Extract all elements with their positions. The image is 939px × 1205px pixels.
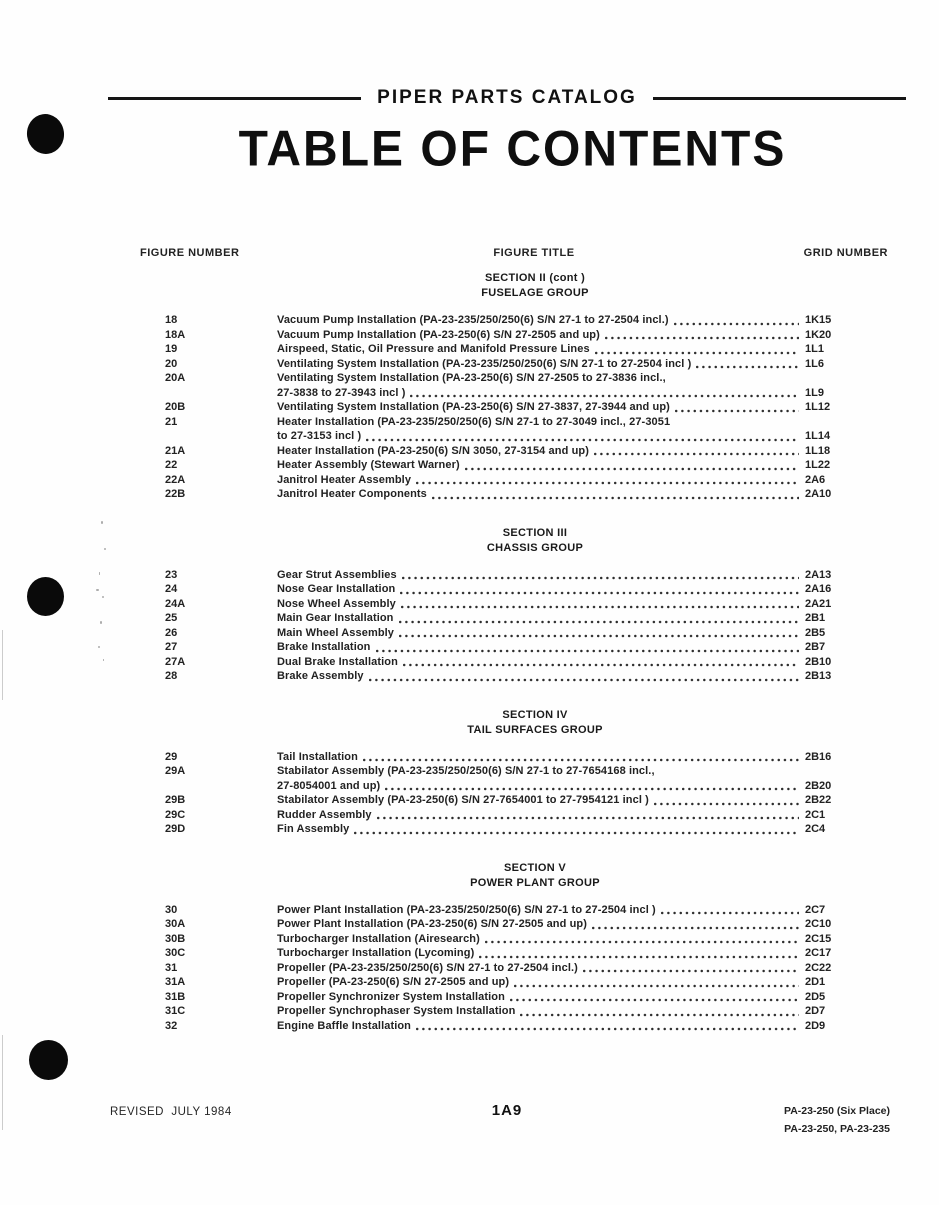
toc-figure-title: Stabilator Assembly (PA-23-250(6) S/N 27-7654001 to 27-7954121 incl ) bbox=[277, 794, 649, 806]
toc-row bbox=[140, 415, 890, 430]
toc-row bbox=[140, 386, 890, 401]
toc-grid-number: 2C22 bbox=[805, 961, 832, 974]
dot-leader bbox=[696, 365, 799, 369]
footer-model-numbers bbox=[784, 1102, 890, 1138]
toc-figure-title: Heater Assembly (Stewart Warner) bbox=[277, 459, 460, 471]
toc-figure-number: 31B bbox=[165, 990, 186, 1003]
dot-leader bbox=[465, 467, 799, 471]
toc-grid-number: 1L22 bbox=[805, 459, 831, 471]
toc-figure-title: Heater Installation (PA-23-250(6) S/N 3050, 27-3154 and up) bbox=[277, 444, 589, 457]
scan-speck bbox=[102, 596, 104, 598]
toc-figure-number: 29C bbox=[165, 808, 186, 821]
toc-figure-title: 27-8054001 and up) bbox=[277, 779, 381, 792]
toc-title-cell bbox=[277, 764, 805, 779]
dot-leader bbox=[594, 452, 799, 456]
toc-title-cell bbox=[277, 342, 805, 357]
toc-title-cell bbox=[277, 903, 805, 918]
toc-title-cell bbox=[277, 328, 805, 343]
toc-row bbox=[140, 961, 890, 976]
toc-figure-number bbox=[140, 386, 277, 401]
toc-figure-title: Turbocharger Installation (Airesearch) bbox=[277, 932, 480, 945]
group-label: TAIL SURFACES GROUP bbox=[467, 723, 603, 736]
toc-title-cell bbox=[277, 793, 805, 808]
masthead bbox=[108, 87, 906, 109]
dot-leader bbox=[401, 605, 799, 609]
toc-figure-number: 22 bbox=[165, 459, 178, 471]
dot-leader bbox=[432, 496, 799, 500]
toc-figure-number: 31C bbox=[165, 1005, 186, 1017]
dot-leader bbox=[369, 678, 799, 682]
toc-row bbox=[140, 669, 890, 684]
dot-leader bbox=[514, 984, 799, 988]
toc-row bbox=[140, 750, 890, 765]
toc-figure-title: Heater Installation (PA-23-235/250/250(6) S/N 27-1 to 27-3049 incl., 27-3051 bbox=[277, 415, 671, 428]
toc-title-cell bbox=[277, 597, 805, 612]
toc-grid-number: 2A10 bbox=[805, 488, 832, 500]
scan-edge-line bbox=[2, 630, 3, 700]
toc-figure-title: Nose Wheel Assembly bbox=[277, 597, 396, 610]
toc-grid-number: 1L9 bbox=[805, 386, 824, 399]
toc-title-cell bbox=[277, 313, 805, 328]
toc-row bbox=[140, 764, 890, 779]
toc-figure-number: 23 bbox=[165, 568, 178, 581]
dot-leader bbox=[510, 998, 799, 1002]
toc-figure-number: 29D bbox=[165, 823, 186, 835]
toc-figure-number: 29A bbox=[165, 765, 186, 777]
toc-row bbox=[140, 990, 890, 1005]
toc-figure-title: Propeller (PA-23-235/250/250(6) S/N 27-1 to 27-2504 incl.) bbox=[277, 961, 578, 974]
dot-leader bbox=[376, 649, 800, 653]
dot-leader bbox=[654, 802, 799, 806]
toc-figure-number: 24 bbox=[165, 583, 178, 595]
toc-figure-title: Turbocharger Installation (Lycoming) bbox=[277, 947, 475, 959]
toc-section bbox=[140, 271, 890, 502]
toc-title-cell bbox=[277, 750, 805, 765]
toc-title-cell bbox=[277, 626, 805, 641]
toc-row bbox=[140, 808, 890, 823]
toc-figure-number: 19 bbox=[165, 343, 178, 355]
toc-figure-title: Vacuum Pump Installation (PA-23-235/250/250(6) S/N 27-1 to 27-2504 incl.) bbox=[277, 314, 669, 326]
dot-leader bbox=[605, 336, 799, 340]
toc-figure-title: Power Plant Installation (PA-23-250(6) S/N 27-2505 and up) bbox=[277, 918, 588, 930]
toc-grid-number: 1L1 bbox=[805, 343, 824, 355]
toc-title-cell bbox=[277, 400, 805, 415]
binder-hole-middle bbox=[27, 577, 64, 616]
toc-figure-number: 31 bbox=[165, 961, 178, 974]
footer-model-line2: PA-23-250, PA-23-235 bbox=[784, 1123, 890, 1135]
toc-figure-number: 27 bbox=[165, 641, 178, 653]
scan-speck bbox=[103, 659, 104, 661]
toc-title-cell bbox=[277, 917, 805, 932]
toc-grid-number: 1L18 bbox=[805, 444, 831, 457]
toc-figure-title: Engine Baffle Installation bbox=[277, 1019, 412, 1032]
toc-figure-title: Ventilating System Installation (PA-23-250(6) S/N 27-3837, 27-3944 and up) bbox=[277, 401, 670, 413]
toc-section bbox=[140, 708, 890, 837]
footer-model-line1: PA-23-250 (Six Place) bbox=[783, 1105, 890, 1117]
toc-row bbox=[140, 328, 890, 343]
toc-figure-number: 18 bbox=[165, 314, 178, 326]
toc-figure-number: 20 bbox=[165, 357, 178, 370]
scan-speck bbox=[104, 548, 106, 550]
toc-grid-number: 2C10 bbox=[805, 918, 832, 930]
toc-title-cell bbox=[277, 487, 805, 502]
dot-leader bbox=[416, 1027, 799, 1031]
dot-leader bbox=[592, 926, 799, 930]
toc-row bbox=[140, 568, 890, 583]
toc bbox=[140, 271, 890, 1033]
section-rows bbox=[140, 313, 890, 502]
toc-title-cell bbox=[277, 429, 805, 444]
toc-title-cell bbox=[277, 357, 805, 372]
toc-figure-title: Dual Brake Installation bbox=[277, 655, 398, 668]
toc-figure-title: to 27-3153 incl ) bbox=[277, 430, 362, 442]
scan-speck bbox=[99, 572, 100, 575]
toc-row bbox=[140, 932, 890, 947]
masthead-rule-right bbox=[653, 97, 906, 100]
toc-figure-number: 20B bbox=[165, 401, 186, 413]
toc-figure-title: Brake Installation bbox=[277, 641, 371, 653]
toc-row bbox=[140, 611, 890, 626]
toc-grid-number: 2A6 bbox=[805, 473, 826, 486]
toc-title-cell bbox=[277, 458, 805, 473]
toc-figure-number: 29 bbox=[165, 750, 178, 763]
toc-row bbox=[140, 1019, 890, 1034]
toc-figure-number: 20A bbox=[165, 372, 186, 384]
column-header-figure-number: FIGURE NUMBER bbox=[140, 247, 240, 259]
toc-figure-title: Tail Installation bbox=[277, 750, 358, 763]
group-label: CHASSIS GROUP bbox=[486, 541, 584, 554]
toc-grid-number: 2A16 bbox=[805, 583, 832, 595]
section-label: SECTION II (cont ) bbox=[484, 272, 586, 284]
toc-grid-number: 2C7 bbox=[805, 903, 826, 916]
dot-leader bbox=[520, 1013, 799, 1017]
toc-figure-title: Ventilating System Installation (PA-23-235/250/250(6) S/N 27-1 to 27-2504 incl ) bbox=[277, 357, 692, 370]
toc-figure-number: 21 bbox=[165, 415, 178, 428]
toc-grid-number: 2C4 bbox=[805, 823, 826, 835]
section-rows bbox=[140, 903, 890, 1034]
toc-row bbox=[140, 822, 890, 837]
toc-grid-number bbox=[805, 764, 890, 779]
toc-figure-title: Ventilating System Installation (PA-23-250(6) S/N 27-2505 to 27-3836 incl., bbox=[277, 372, 666, 384]
toc-grid-number: 2C15 bbox=[805, 932, 832, 945]
toc-grid-number: 2C17 bbox=[805, 947, 832, 959]
toc-figure-title: Propeller (PA-23-250(6) S/N 27-2505 and up) bbox=[277, 976, 510, 988]
toc-row bbox=[140, 444, 890, 459]
dot-leader bbox=[661, 911, 799, 915]
toc-title-cell bbox=[277, 961, 805, 976]
toc-row bbox=[140, 458, 890, 473]
dot-leader bbox=[674, 322, 799, 326]
toc-row bbox=[140, 917, 890, 932]
toc-grid-number: 2B10 bbox=[805, 655, 832, 668]
toc-row bbox=[140, 975, 890, 990]
toc-title-cell bbox=[277, 669, 805, 684]
toc-figure-title: Main Wheel Assembly bbox=[277, 626, 395, 639]
catalog-header-title: PIPER PARTS CATALOG bbox=[377, 87, 637, 108]
toc-figure-number: 18A bbox=[165, 328, 186, 341]
toc-grid-number: 2C1 bbox=[805, 808, 826, 821]
toc-figure-number: 22B bbox=[165, 488, 186, 500]
toc-title-cell bbox=[277, 822, 805, 837]
section-label: SECTION IV bbox=[502, 708, 568, 721]
toc-title-cell bbox=[277, 568, 805, 583]
toc-row bbox=[140, 903, 890, 918]
section-rows bbox=[140, 568, 890, 684]
toc-title-cell bbox=[277, 444, 805, 459]
page-title: TABLE OF CONTENTS bbox=[238, 121, 787, 178]
binder-hole-top bbox=[24, 112, 66, 157]
scan-edge-line bbox=[2, 1035, 3, 1130]
toc-title-cell bbox=[277, 473, 805, 488]
toc-figure-number: 30B bbox=[165, 932, 186, 945]
toc-figure-title: Brake Assembly bbox=[277, 670, 364, 682]
toc-figure-number: 30A bbox=[165, 918, 186, 930]
toc-grid-number: 2D1 bbox=[805, 976, 826, 988]
toc-figure-number: 26 bbox=[165, 626, 178, 639]
binder-hole-bottom bbox=[29, 1040, 68, 1080]
toc-section bbox=[140, 861, 890, 1034]
toc-title-cell bbox=[277, 655, 805, 670]
dot-leader bbox=[583, 969, 799, 973]
toc-figure-title: Rudder Assembly bbox=[277, 808, 372, 821]
footer-page-number: 1A9 bbox=[491, 1102, 523, 1119]
toc-title-cell bbox=[277, 990, 805, 1005]
toc-grid-number: 2B16 bbox=[805, 750, 832, 763]
toc-row bbox=[140, 1004, 890, 1019]
toc-row bbox=[140, 626, 890, 641]
toc-figure-title: Janitrol Heater Components bbox=[277, 488, 427, 500]
toc-row bbox=[140, 487, 890, 502]
toc-grid-number: 2B22 bbox=[805, 794, 832, 806]
toc-figure-number: 24A bbox=[165, 597, 186, 610]
toc-figure-title: Fin Assembly bbox=[277, 823, 350, 835]
toc-grid-number: 2D5 bbox=[805, 990, 826, 1003]
dot-leader bbox=[399, 620, 799, 624]
section-rows bbox=[140, 750, 890, 837]
toc-grid-number: 1L6 bbox=[805, 357, 824, 370]
toc-row bbox=[140, 793, 890, 808]
dot-leader bbox=[416, 481, 799, 485]
toc-title-cell bbox=[277, 932, 805, 947]
toc-figure-title: Main Gear Installation bbox=[277, 612, 394, 624]
toc-grid-number: 1L14 bbox=[805, 430, 831, 442]
toc-row bbox=[140, 357, 890, 372]
toc-grid-number: 1K20 bbox=[805, 328, 832, 341]
toc-figure-title: 27-3838 to 27-3943 incl ) bbox=[277, 386, 406, 399]
dot-leader bbox=[410, 394, 799, 398]
footer-revised-date: REVISED JULY 1984 bbox=[110, 1106, 232, 1118]
toc-title-cell bbox=[277, 1019, 805, 1034]
dot-leader bbox=[363, 758, 799, 762]
toc-figure-title: Power Plant Installation (PA-23-235/250/250(6) S/N 27-1 to 27-2504 incl ) bbox=[277, 903, 656, 916]
toc-row bbox=[140, 400, 890, 415]
toc-row bbox=[140, 655, 890, 670]
dot-leader bbox=[479, 955, 799, 959]
toc-grid-number bbox=[805, 415, 890, 430]
dot-leader bbox=[675, 409, 799, 413]
dot-leader bbox=[354, 831, 799, 835]
toc-figure-title: Janitrol Heater Assembly bbox=[277, 473, 412, 486]
toc-figure-title: Airspeed, Static, Oil Pressure and Manifold Pressure Lines bbox=[277, 343, 590, 355]
toc-title-cell bbox=[277, 582, 805, 597]
toc-figure-number: 30C bbox=[165, 947, 186, 959]
scan-speck bbox=[101, 521, 103, 524]
toc-title-cell bbox=[277, 640, 805, 655]
toc-grid-number: 2B13 bbox=[805, 670, 832, 682]
toc-figure-number: 22A bbox=[165, 473, 186, 486]
dot-leader bbox=[485, 940, 799, 944]
toc-grid-number: 2B7 bbox=[805, 641, 826, 653]
toc-figure-number: 32 bbox=[165, 1019, 178, 1032]
dot-leader bbox=[402, 576, 799, 580]
scan-speck bbox=[98, 646, 100, 648]
toc-row bbox=[140, 429, 890, 444]
toc-row bbox=[140, 946, 890, 961]
dot-leader bbox=[400, 591, 799, 595]
toc-row bbox=[140, 473, 890, 488]
dot-leader bbox=[366, 438, 799, 442]
toc-figure-number: 29B bbox=[165, 794, 186, 806]
toc-grid-number: 2D7 bbox=[805, 1005, 826, 1017]
scan-speck bbox=[96, 589, 99, 591]
toc-figure-number bbox=[140, 429, 277, 444]
dot-leader bbox=[377, 816, 799, 820]
toc-row bbox=[140, 371, 890, 386]
column-header-grid-number: GRID NUMBER bbox=[803, 247, 888, 259]
toc-section bbox=[140, 526, 890, 684]
group-label: POWER PLANT GROUP bbox=[470, 876, 600, 889]
toc-figure-number: 30 bbox=[165, 903, 178, 916]
toc-title-cell bbox=[277, 415, 805, 430]
toc-row bbox=[140, 342, 890, 357]
toc-grid-number bbox=[805, 371, 890, 386]
scan-speck bbox=[100, 621, 102, 624]
toc-figure-title: Propeller Synchronizer System Installation bbox=[277, 990, 505, 1003]
column-header-figure-title: FIGURE TITLE bbox=[493, 247, 575, 259]
toc-figure-title: Nose Gear Installation bbox=[277, 583, 396, 595]
toc-title-cell bbox=[277, 946, 805, 961]
toc-row bbox=[140, 779, 890, 794]
dot-leader bbox=[595, 351, 799, 355]
toc-figure-title: Gear Strut Assemblies bbox=[277, 568, 397, 581]
toc-title-cell bbox=[277, 975, 805, 990]
toc-figure-title: Vacuum Pump Installation (PA-23-250(6) S/N 27-2505 and up) bbox=[277, 328, 600, 341]
toc-title-cell bbox=[277, 808, 805, 823]
toc-figure-number: 31A bbox=[165, 976, 186, 988]
toc-row bbox=[140, 597, 890, 612]
toc-title-cell bbox=[277, 1004, 805, 1019]
toc-title-cell bbox=[277, 779, 805, 794]
toc-grid-number: 2B20 bbox=[805, 779, 832, 792]
toc-grid-number: 2B5 bbox=[805, 626, 826, 639]
toc-title-cell bbox=[277, 371, 805, 386]
toc-figure-number: 25 bbox=[165, 612, 178, 624]
toc-grid-number: 2D9 bbox=[805, 1019, 826, 1032]
toc-grid-number: 2A13 bbox=[805, 568, 832, 581]
toc-figure-number bbox=[140, 779, 277, 794]
toc-title-cell bbox=[277, 611, 805, 626]
toc-figure-title: Stabilator Assembly (PA-23-235/250/250(6) S/N 27-1 to 27-7654168 incl., bbox=[277, 765, 655, 777]
toc-grid-number: 2A21 bbox=[805, 597, 832, 610]
masthead-rule-left bbox=[108, 97, 361, 100]
dot-leader bbox=[403, 663, 799, 667]
toc-figure-number: 27A bbox=[165, 655, 186, 668]
toc-row bbox=[140, 313, 890, 328]
toc-row bbox=[140, 582, 890, 597]
toc-grid-number: 1K15 bbox=[805, 314, 832, 326]
group-label: FUSELAGE GROUP bbox=[481, 287, 589, 299]
toc-row bbox=[140, 640, 890, 655]
toc-grid-number: 2B1 bbox=[805, 612, 826, 624]
dot-leader bbox=[385, 787, 799, 791]
toc-title-cell bbox=[277, 386, 805, 401]
toc-figure-number: 28 bbox=[165, 670, 178, 682]
section-label: SECTION V bbox=[504, 861, 566, 874]
toc-figure-title: Propeller Synchrophaser System Installation bbox=[277, 1005, 516, 1017]
toc-figure-number: 21A bbox=[165, 444, 186, 457]
section-label: SECTION III bbox=[502, 526, 568, 539]
dot-leader bbox=[399, 634, 799, 638]
toc-grid-number: 1L12 bbox=[805, 401, 831, 413]
